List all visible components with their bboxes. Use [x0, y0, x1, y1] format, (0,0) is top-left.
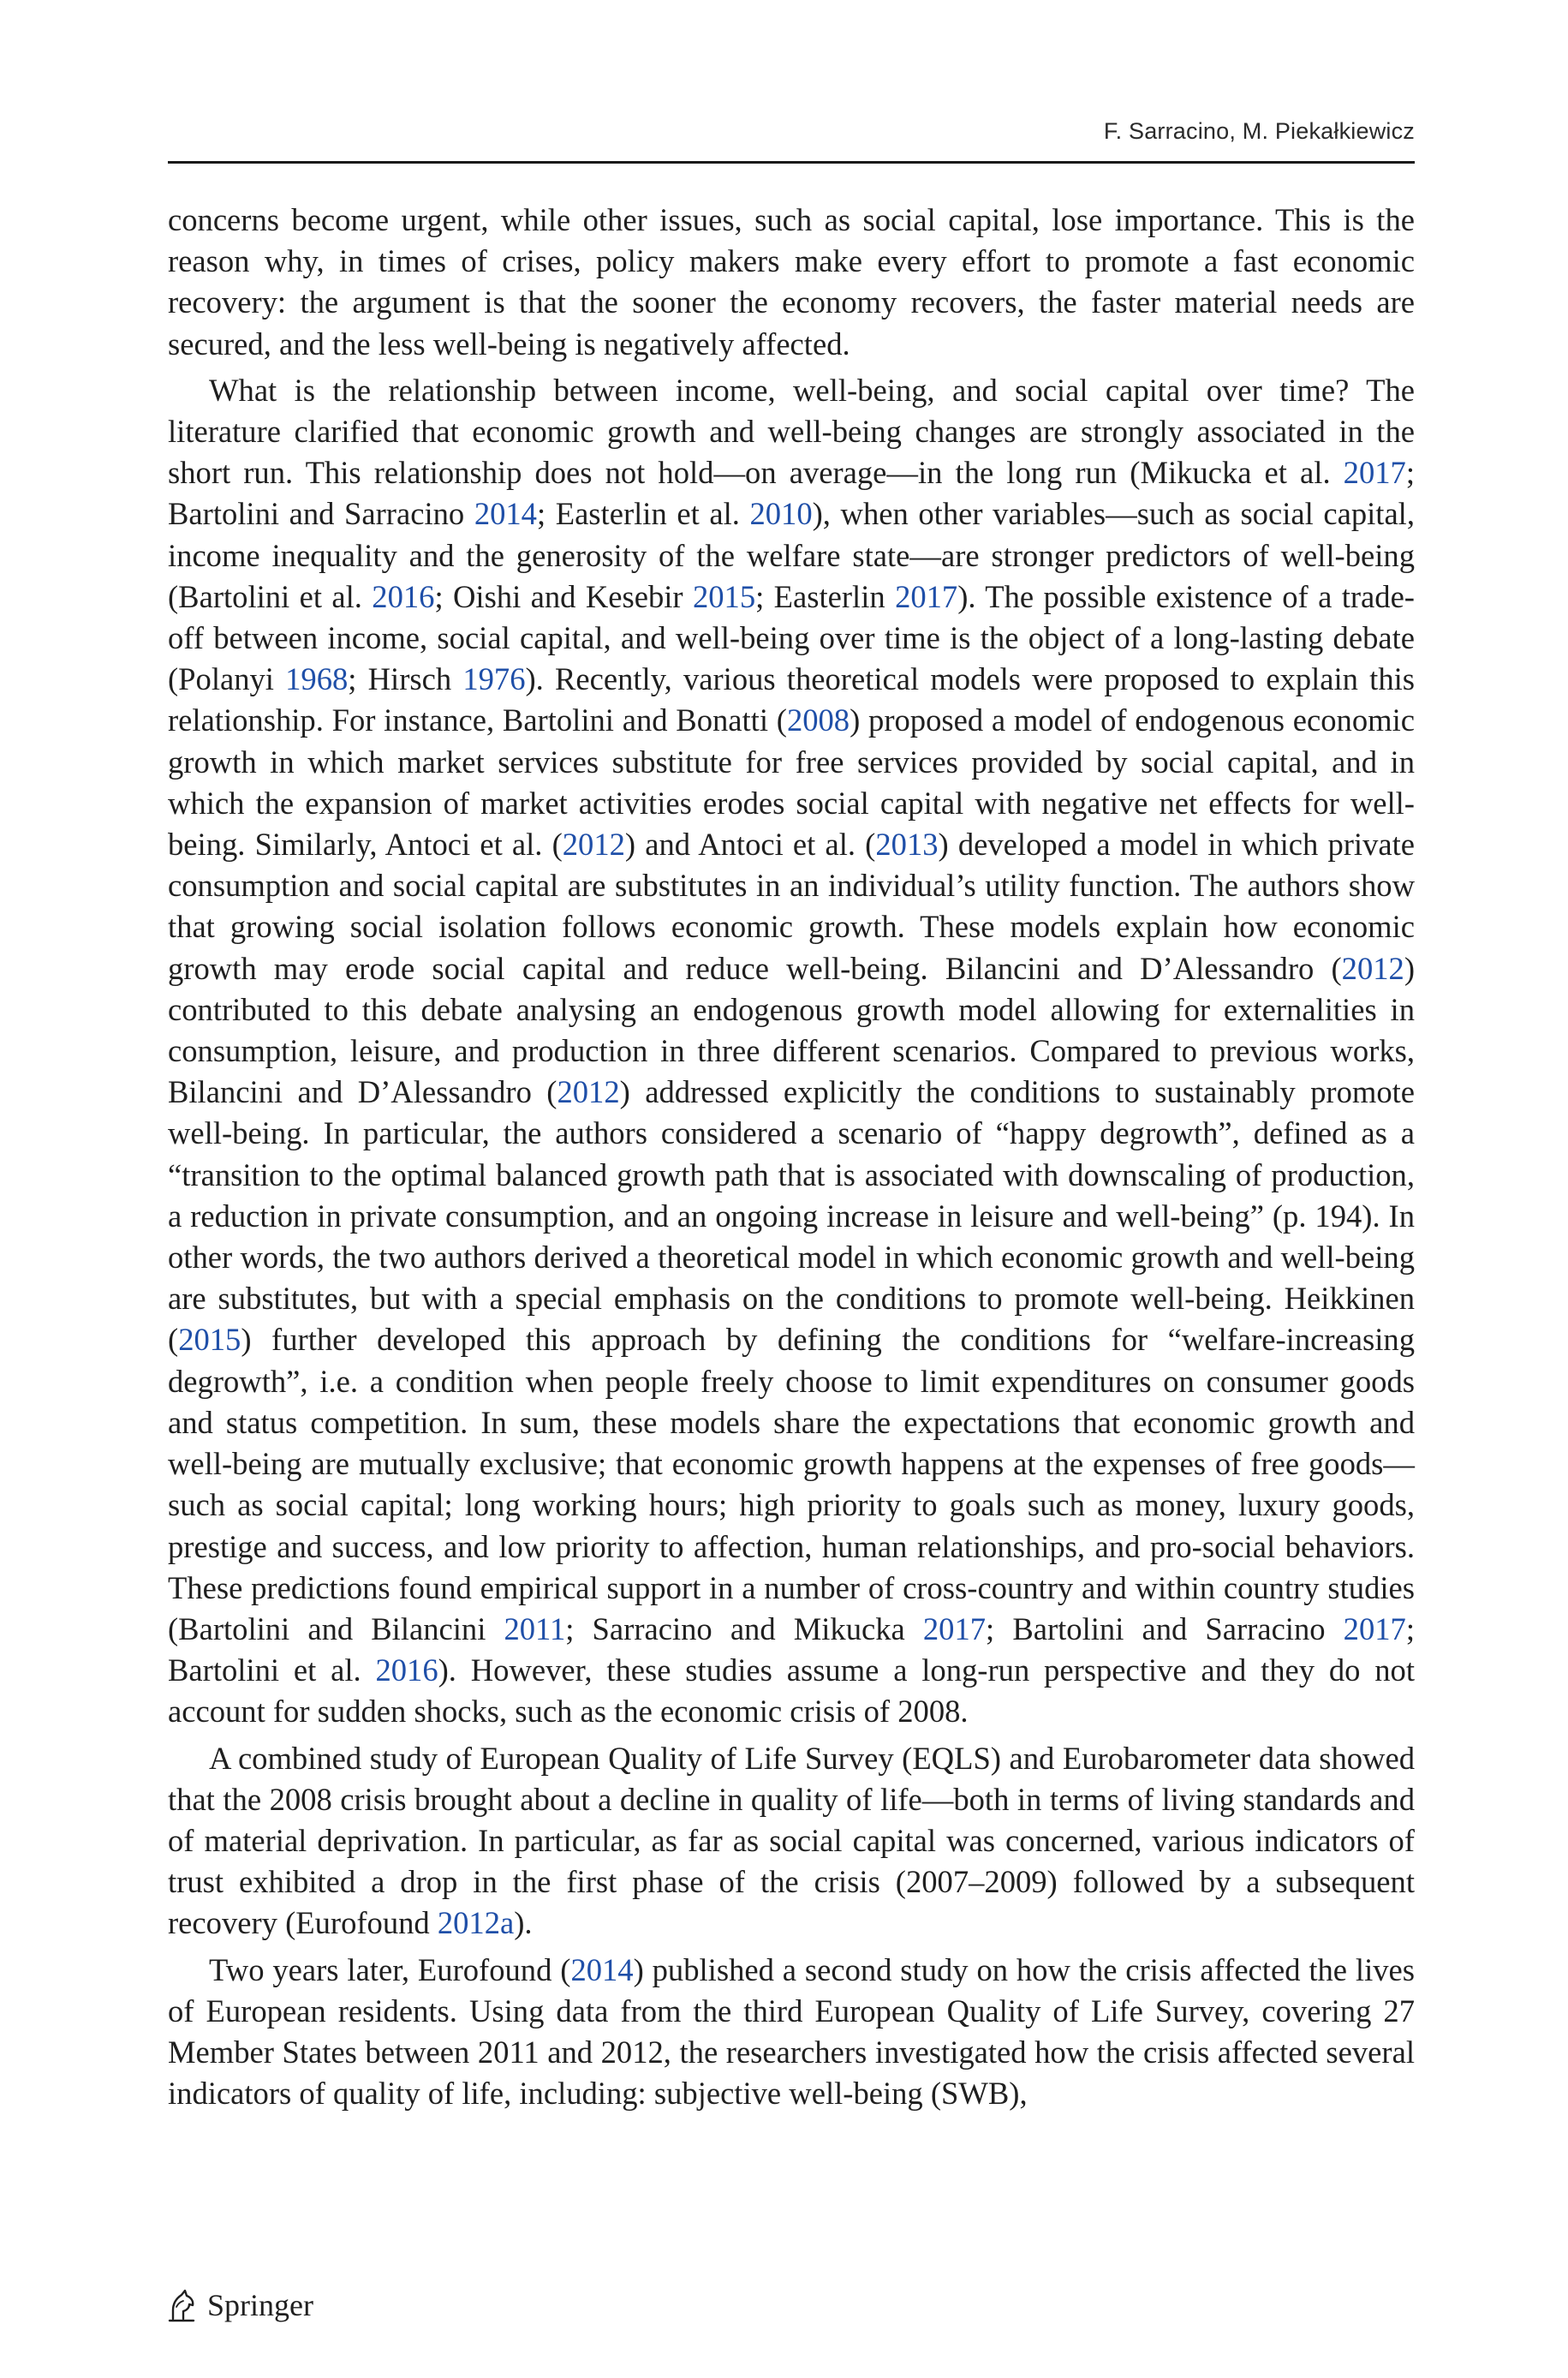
paragraph-text: ; Hirsch [348, 661, 463, 697]
paragraph-text: ) proposed a model of endogenous economic growth in which market services substitute for free services provided by social capital, and in which the expansion of market activities erodes social capital with negative net effects for well-being. Similarly, Antoci et al. ( [168, 702, 1415, 863]
paragraph-text: ). [514, 1905, 533, 1941]
paragraph-text: ; Bartolini and Sarracino [986, 1610, 1344, 1646]
citation-link[interactable]: 2008 [786, 702, 850, 738]
paragraph-text: ; Bartolini et al. [168, 1610, 1415, 1688]
paragraph-3 [168, 1738, 1415, 1945]
paragraph-text: ; Oishi and Kesebir [434, 578, 693, 614]
citation-link[interactable]: 2013 [875, 827, 939, 863]
paragraph-text: ). Recently, various theoretical models were proposed to explain this relationship. For instance, Bartolini and Bonatti ( [168, 661, 1415, 738]
paragraph-2 [168, 370, 1415, 1733]
paragraph-text: ) contributed to this debate analysing an endogenous growth model allowing for externalities in consumption, leisure, and production in three different scenarios. Compared to previous works, Bilancini and D’Alessandro ( [168, 950, 1415, 1110]
paragraph-text: ; Bartolini and Sarracino [168, 455, 1415, 532]
citation-link[interactable]: 2012 [557, 1074, 620, 1110]
paragraph-4 [168, 1950, 1415, 2115]
paragraph-text: Two years later, Eurofound ( [209, 1951, 571, 1987]
citation-link[interactable]: 2017 [922, 1610, 987, 1646]
citation-link[interactable]: 2014 [570, 1951, 634, 1987]
page-footer [168, 2285, 313, 2325]
citation-link[interactable]: 2012 [1341, 950, 1404, 986]
citation-link[interactable]: 2015 [178, 1322, 241, 1358]
paragraph-text: What is the relationship between income, well-being, and social capital over time? The literature clarified that economic growth and well-being changes are strongly associated in the short run. This relationship does not hold—on average—in the long run (Mikucka et al. [168, 372, 1415, 491]
citation-link[interactable]: 1976 [462, 661, 526, 697]
body-text [168, 200, 1415, 2119]
citation-link[interactable]: 2012 [562, 827, 625, 863]
paragraph-text: ) and Antoci et al. ( [624, 827, 876, 863]
paragraph-text: ; Sarracino and Mikucka [565, 1610, 923, 1646]
citation-link[interactable]: 2016 [372, 578, 435, 614]
paragraph-1 [168, 200, 1415, 365]
paragraph-text: ) published a second study on how the crisis affected the lives of European residents. Using data from the third European Quality of Life Survey, covering 27 Member States between 2011 and 2012, the researchers investigated how the crisis affected several indicators of quality of life, including: subjective well-being (SWB), [168, 1951, 1415, 2112]
paragraph-text: ), when other variables—such as social capital, income inequality and the generosity of the welfare state—are stronger predictors of well-being (Bartolini et al. [168, 496, 1415, 614]
running-header [168, 118, 1415, 164]
paragraph-text: concerns become urgent, while other issues, such as social capital, lose importance. This is the reason why, in times of crises, policy makers make every effort to promote a fast economic recovery: the argument is that the sooner the economy recovers, the faster material needs are secured, and the less well-being is negatively affected. [168, 202, 1415, 361]
paragraph-text: A combined study of European Quality of Life Survey (EQLS) and Eurobarometer data showed that the 2008 crisis brought about a decline in quality of life—both in terms of living standards and of material deprivation. In particular, as far as social capital was concerned, various indicators of trust exhibited a drop in the first phase of the crisis (2007–2009) followed by a subsequent recovery (Eurofound [168, 1740, 1415, 1941]
paragraph-text: ; Easterlin [755, 578, 896, 614]
paragraph-text: ) addressed explicitly the conditions to sustainably promote well-being. In particular, the authors considered a scenario of “happy degrowth”, defined as a “transition to the optimal balanced growth path that is associated with downscaling of production, a reduction in private consumption, and an ongoing increase in leisure and well-being” (p. 194). In other words, the two authors derived a theoretical model in which economic growth and well-being are substitutes, but with a special emphasis on the conditions to promote well-being. Heikkinen ( [168, 1074, 1416, 1358]
citation-link[interactable]: 2017 [1343, 1610, 1406, 1646]
citation-link[interactable]: 2017 [895, 578, 958, 614]
paragraph-text: ; Easterlin et al. [536, 496, 750, 532]
paragraph-text: ). The possible existence of a trade-off between income, social capital, and well-being over time is the object of a long-lasting debate (Polanyi [168, 578, 1415, 697]
citation-link[interactable]: 2011 [504, 1610, 566, 1646]
header-authors: F. Sarracino, M. Piekałkiewicz [1103, 118, 1415, 144]
paragraph-text: ) further developed this approach by defining the conditions for “welfare-increasing degrowth”, i.e. a condition when people freely choose to limit expenditures on consumer goods and status competition. In sum, these models share the expectations that economic growth and well-being are mutually exclusive; that economic growth happens at the expenses of free goods—such as social capital; long working hours; high priority to goals such as money, luxury goods, prestige and success, and low priority to affection, human relationships, and pro-social behaviors. These predictions found empirical support in a number of cross-country and within country studies (Bartolini and Bilancini [168, 1322, 1415, 1646]
citation-link[interactable]: 1968 [285, 661, 349, 697]
publisher-name: Springer [207, 2288, 313, 2322]
citation-link[interactable]: 2015 [692, 578, 756, 614]
citation-link[interactable]: 2017 [1343, 455, 1406, 491]
paragraph-text: ). However, these studies assume a long-run perspective and they do not account for sudden shocks, such as the economic crisis of 2008. [168, 1652, 1415, 1730]
citation-link[interactable]: 2014 [474, 496, 537, 532]
citation-link[interactable]: 2012a [437, 1905, 515, 1941]
citation-link[interactable]: 2010 [749, 496, 813, 532]
citation-link[interactable]: 2016 [375, 1652, 438, 1688]
springer-horse-icon [168, 2288, 197, 2322]
paragraph-text: ) developed a model in which private consumption and social capital are substitutes in an individual’s utility function. The authors show that growing social isolation follows economic growth. These models explain how economic growth may erode social capital and reduce well-being. Bilancini and D’Alessandro ( [168, 827, 1416, 986]
